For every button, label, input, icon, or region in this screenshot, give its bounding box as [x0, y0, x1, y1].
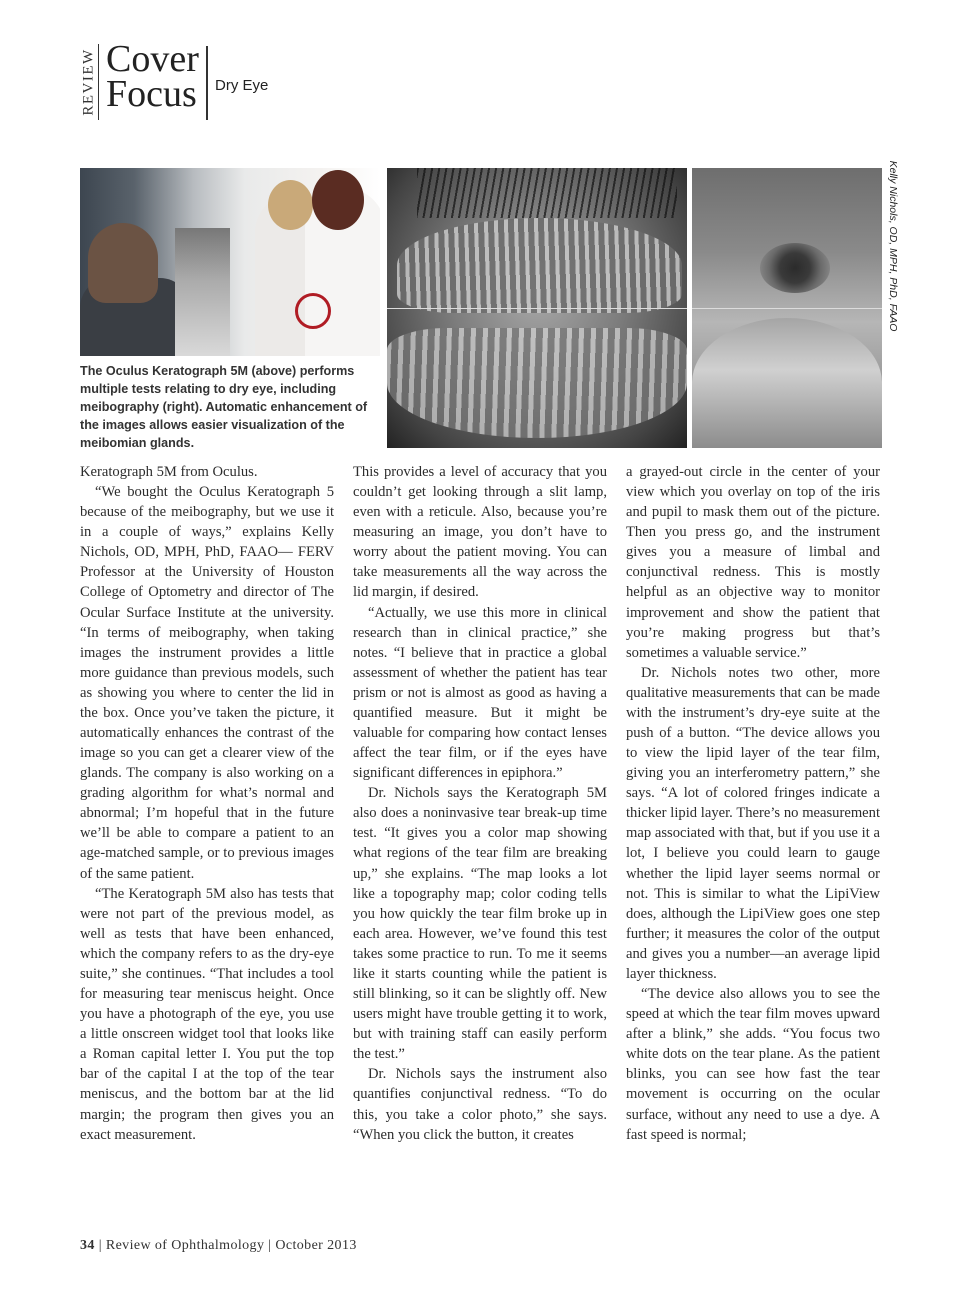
- paragraph: “The Keratograph 5M also has tests that were not part of the previous model, as well as tests that have been enhanced, which the company refers to as the dry-eye suite,” she continues. “That includes a tool for measuring tear meniscus height. Once you have a photograph of the eye, you use a little onscreen widget tool that looks like a Roman capital letter I. You put the top bar of the capital I at the top of the tear meniscus, and the bottom bar at the lid margin; the program then gives you an exact measurement.: [80, 885, 334, 1143]
- paragraph: Keratograph 5M from Oculus.: [80, 464, 258, 480]
- title-line-2: Focus: [106, 73, 197, 115]
- paragraph: “Actually, we use this more in clinical research than in clinical practice,” she notes. “I believe that in practice a global assessment of whether the patient has tear prism or not is almost as good as having a quantified measure. But it might be valuable for comparing how contact lenses affect the tear film, or if the eyes have significant differences in epiphora.”: [353, 604, 607, 782]
- meibography-image: [387, 168, 687, 448]
- issue-date: October 2013: [275, 1238, 357, 1253]
- header-divider: [206, 46, 208, 120]
- paragraph: a grayed-out circle in the center of your view which you overlay on top of the iris and pupil to mask them out of the picture. Then you press go, and the instrument gives you a measure of limbal and conjunctival redness. This is mostly helpful as an objective way to monitor improvement and show the patient that you’re making progress but that’s sometimes a valuable service.”: [626, 464, 880, 661]
- text-column-3: [626, 462, 880, 1145]
- cover-focus-title: [106, 38, 199, 115]
- eye-image: [692, 168, 882, 448]
- publication-name: Review of Ophthalmology: [105, 1238, 265, 1253]
- page-footer: [80, 1238, 357, 1254]
- paragraph: Dr. Nichols notes two other, more qualitative measurements that can be made with the instrument’s dry-eye suite at the push of a button. “The device allows you to view the lipid layer of the tear film, giving you an interferometry pattern,” she says. “A lot of colored fringes indicate a thicker lipid layer. There’s no measurement map associated with that, but if you use it a lot, I believe you could learn to gauge whether the lipid layer seems normal or not. This is similar to what the LipiView does, although the LipiView goes one step further; it measures the color of the output and gives you a number—an average lipid layer thickness.: [626, 664, 880, 982]
- page-number: 34: [80, 1238, 95, 1253]
- title-line-1: Cover: [106, 38, 199, 80]
- figure-caption: The Oculus Keratograph 5M (above) performs multiple tests relating to dry eye, including meibography (right). Automatic enhancement of the images allows easier visualization of the meibomian glands.: [80, 364, 368, 450]
- paragraph: Dr. Nichols says the Keratograph 5M also does a noninvasive tear break-up time test. “It gives you a color map showing what regions of the tear film are breaking up,” she explains. “The map looks a lot like a topography map; color coding tells you how quickly the tear film broke up in each area. However, we’ve found this test takes some practice to run. To me it seems like it starts counting while the patient is still blinking, so it can be slightly off. New users might have trouble getting it to work, but with training staff can easily perform the test.”: [353, 785, 607, 1063]
- paragraph: Dr. Nichols says the instrument also quantifies conjunctival redness. “To do this, you take a color photo,” she says. “When you click the button, it creates: [353, 1066, 607, 1143]
- paragraph: “The device also allows you to see the speed at which the tear film moves upward after a blink,” she adds. “You focus two white dots on the tear plane. As the patient blinks, you can see how fast the tear movement is occurring on the ocular surface, without any need to use a dye. A fast speed is normal;: [626, 986, 880, 1143]
- text-column-1: [80, 462, 334, 1145]
- paragraph: “We bought the Oculus Keratograph 5 because of the meibography, but we use it in a couple of ways,” explains Kelly Nichols, OD, MPH, PhD, FAAO— FERV Professor at the University of Houston College of Optometry and director of The Ocular Surface Institute at the university. “In terms of meibography, when taking images the instrument provides a little more guidance than previous models, such as showing you where to center the lid in the box. Once you’ve taken the picture, it automatically enhances the contrast of the image so you can get a clearer view of the glands. The company is also working on a grading algorithm for what’s normal and abnormal; I’m hopeful that in the future we’ll be able to compare a patient to an age-matched sample, or to previous images of the same patient.: [80, 484, 334, 882]
- review-label: [80, 44, 99, 120]
- paragraph: This provides a level of accuracy that you couldn’t get looking through a slit lamp, even with a reticule. Also, because you’re measuring an image, you don’t have to worry about the patient moving. You can take measurements all the way across the lid margin, if desired.: [353, 464, 607, 601]
- photo-credit-text: Kelly Nichols, OD, MPH, PhD, FAAO: [887, 160, 899, 331]
- footer-separator: |: [98, 1238, 102, 1253]
- review-label-text: REVIEW: [80, 48, 97, 116]
- photo-credit: [886, 160, 900, 331]
- footer-separator: |: [268, 1238, 272, 1253]
- text-column-2: [353, 462, 607, 1145]
- section-name: Dry Eye: [215, 77, 269, 94]
- keratograph-photo: [80, 168, 380, 356]
